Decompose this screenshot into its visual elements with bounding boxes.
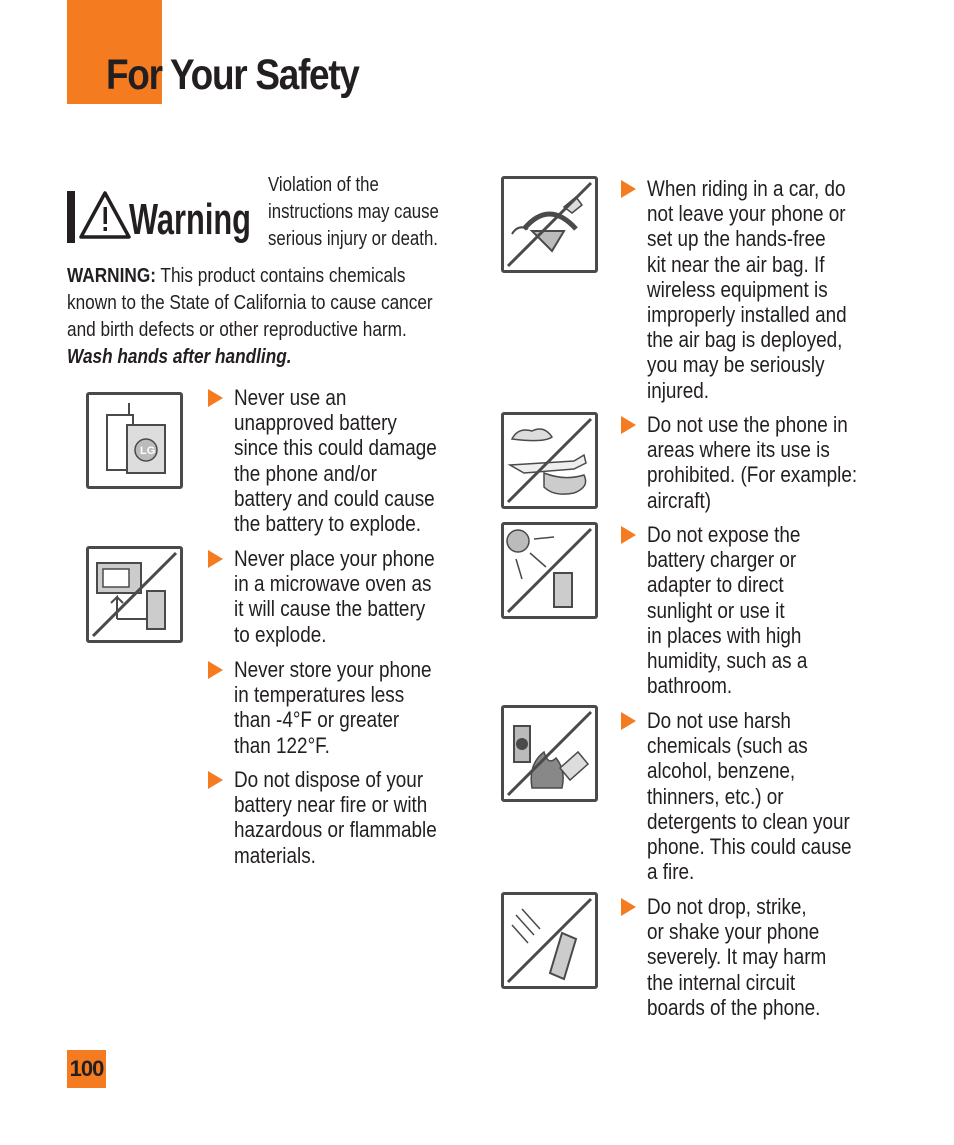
prop65-label: WARNING: [67, 264, 156, 287]
bullet-arrow-icon [621, 526, 636, 544]
bullet-arrow-icon [208, 771, 223, 789]
aircraft-prohibited-icon [501, 412, 598, 509]
bullet-arrow-icon [208, 661, 223, 679]
prop65-warning: WARNING: This product contains chemicals known to the State of California to cause cancer and birth defects or other reproductive harm. Wash hands after handling. [67, 262, 507, 370]
bullet-arrow-icon [621, 712, 636, 730]
battery-lg-icon [86, 392, 183, 489]
bullet-arrow-icon [621, 898, 636, 916]
drop-shake-prohibited-icon [501, 892, 598, 989]
warning-logo [67, 187, 253, 250]
bullet-arrow-icon [208, 550, 223, 568]
sunlight-humidity-prohibited-icon [501, 522, 598, 619]
warning-note: Violation of the instructions may cause serious injury or death. [268, 174, 439, 250]
car-airbag-prohibited-icon [501, 176, 598, 273]
warning-logo-text: Warning [129, 195, 251, 244]
svg-text:LG: LG [140, 445, 156, 457]
page-number: 100 [67, 1050, 106, 1088]
bullet-arrow-icon [621, 180, 636, 198]
wash-hands-note: Wash hands after handling. [67, 345, 292, 368]
microwave-prohibited-icon [86, 546, 183, 643]
bullet-arrow-icon [208, 389, 223, 407]
harsh-chemicals-prohibited-icon [501, 705, 598, 802]
page-title: For Your Safety [106, 51, 359, 99]
bullet-arrow-icon [621, 416, 636, 434]
